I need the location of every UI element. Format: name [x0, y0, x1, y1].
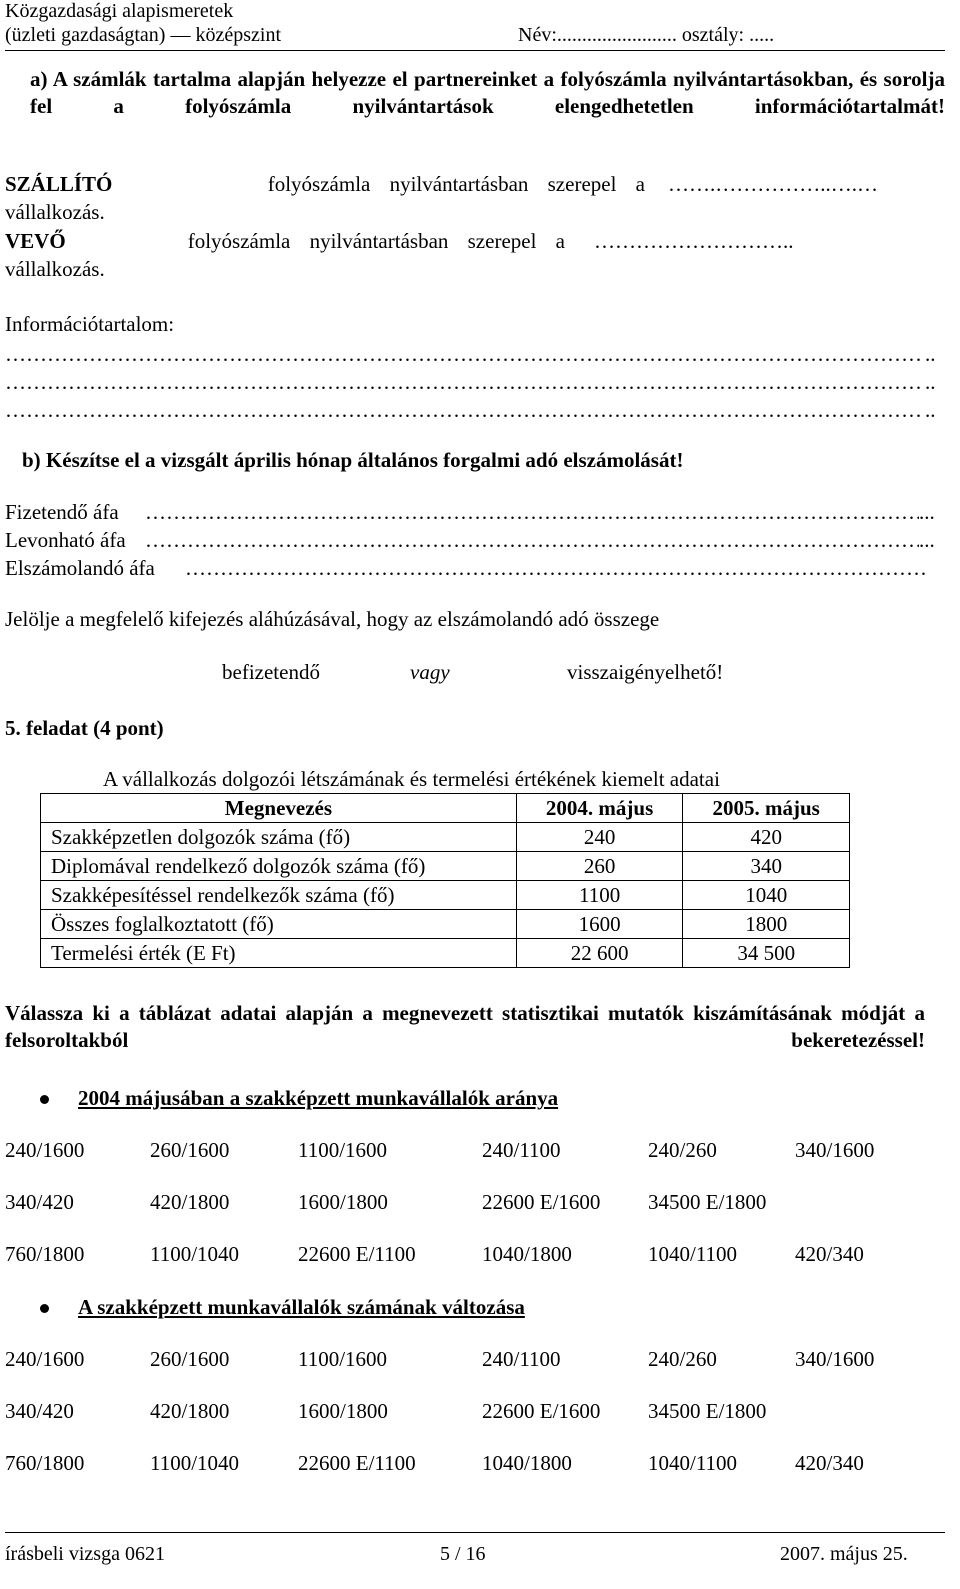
q2-option[interactable]: 1100/1040	[150, 1451, 240, 1475]
info-label: Információtartalom:	[5, 312, 175, 336]
table-cell: 1040	[683, 881, 850, 910]
info-dot-end-3: ..	[925, 398, 936, 422]
q1-option[interactable]: 34500 E/1800	[648, 1190, 767, 1214]
fizetendo-dots	[145, 500, 919, 525]
levonhato-label: Levonható áfa	[5, 528, 126, 552]
q1-option[interactable]: 340/1600	[795, 1138, 875, 1162]
q2-option[interactable]: 1040/1100	[648, 1451, 738, 1475]
q2-option[interactable]: 22600 E/1100	[298, 1451, 416, 1475]
q1-option[interactable]: 240/260	[648, 1138, 717, 1162]
vevo-text: folyószámla nyilvántartásban szerepel a	[187, 229, 565, 253]
table-header-cell: 2004. május	[516, 794, 683, 823]
vevo-line	[5, 229, 565, 254]
table-header-cell: 2005. május	[683, 794, 850, 823]
table-cell: 1800	[683, 910, 850, 939]
table-row	[41, 852, 850, 881]
table-header-row	[41, 794, 850, 823]
bullet-icon	[40, 1095, 49, 1104]
vevo-vallalkozas: vállalkozás.	[5, 257, 105, 281]
levonhato-dots-end: ...	[919, 528, 935, 552]
fizetendo-dots-end: ...	[919, 500, 935, 524]
q2-option[interactable]: 1600/1800	[298, 1399, 388, 1423]
elszamolando-label: Elszámolandó áfa	[5, 556, 155, 580]
q1-option[interactable]: 22600 E/1600	[482, 1190, 601, 1214]
q1-option[interactable]: 240/1100	[482, 1138, 561, 1162]
table-cell: 22 600	[516, 939, 683, 968]
q1-title: 2004 májusában a szakképzett munkavállalók aránya	[78, 1086, 559, 1110]
task5-instruction: Válassza ki a táblázat adatai alapján a megnevezett statisztikai mutatók kiszámításának módját a felsoroltakból bekeretezéssel!	[5, 1001, 925, 1052]
table-cell: 340	[683, 852, 850, 881]
q2-option[interactable]: 22600 E/1600	[482, 1399, 601, 1423]
q2-option[interactable]: 260/1600	[150, 1347, 230, 1371]
table-cell: 1100	[516, 881, 683, 910]
table-row	[41, 939, 850, 968]
table-cell: 240	[516, 823, 683, 852]
option-visszaigenyelheto[interactable]: visszaigényelhető!	[567, 660, 724, 684]
q2-option[interactable]: 1040/1800	[482, 1451, 572, 1475]
fizetendo-label: Fizetendő áfa	[5, 500, 119, 524]
elszamolando-dots	[185, 556, 925, 581]
q2-option[interactable]: 34500 E/1800	[648, 1399, 767, 1423]
info-dot-end-2: ..	[925, 370, 936, 394]
q1-option[interactable]: 22600 E/1100	[298, 1242, 416, 1266]
task-a-instruction: a) A számlák tartalma alapján helyezze el partnereinket a folyószámla nyilvántartásokban, és sorolja fel a folyószámla nyilvántartások elengedhetetlen információtartalmát!	[30, 67, 945, 118]
table-row	[41, 823, 850, 852]
bullet-icon	[40, 1304, 49, 1313]
q2-title: A szakképzett munkavállalók számának változása	[78, 1295, 525, 1319]
szallito-label: SZÁLLÍTÓ	[5, 172, 113, 196]
q1-option[interactable]: 1040/1800	[482, 1242, 572, 1266]
q2-option[interactable]: 240/260	[648, 1347, 717, 1371]
q2-option[interactable]: 240/1100	[482, 1347, 561, 1371]
table-cell: Termelési érték (E Ft)	[41, 939, 517, 968]
vevo-label: VEVŐ	[5, 229, 66, 253]
q1-option[interactable]: 1600/1800	[298, 1190, 388, 1214]
table-cell: Diplomával rendelkező dolgozók száma (fő)	[41, 852, 517, 881]
table-cell: Szakképesítéssel rendelkezők száma (fő)	[41, 881, 517, 910]
table-row	[41, 881, 850, 910]
info-dot-line-3	[5, 398, 923, 423]
q1-option[interactable]: 340/420	[5, 1190, 74, 1214]
option-vagy: vagy	[410, 660, 450, 684]
task5-title: 5. feladat (4 pont)	[5, 716, 164, 740]
szallito-line	[5, 172, 645, 197]
q1-option[interactable]: 1040/1100	[648, 1242, 738, 1266]
q1-option[interactable]: 240/1600	[5, 1138, 85, 1162]
table-caption: A vállalkozás dolgozói létszámának és termelési értékének kiemelt adatai	[103, 767, 720, 791]
q1-option[interactable]: 420/1800	[150, 1190, 230, 1214]
footer-page-number: 5 / 16	[440, 1543, 486, 1565]
table-cell: 260	[516, 852, 683, 881]
table-row	[41, 910, 850, 939]
vevo-dots: ………………………..	[594, 229, 794, 253]
table-cell: 34 500	[683, 939, 850, 968]
header-name-class: Név:........................ osztály: .....	[518, 24, 775, 46]
info-dot-line-1	[5, 342, 923, 367]
szallito-text: folyószámla nyilvántartásban szerepel a	[267, 172, 645, 196]
q2-option[interactable]: 420/340	[795, 1451, 864, 1475]
q2-option[interactable]: 240/1600	[5, 1347, 85, 1371]
q2-option[interactable]: 760/1800	[5, 1451, 85, 1475]
table-cell: Szakképzetlen dolgozók száma (fő)	[41, 823, 517, 852]
option-befizetendo[interactable]: befizetendő	[222, 660, 320, 684]
data-table	[40, 793, 850, 968]
szallito-vallalkozas: vállalkozás.	[5, 200, 105, 224]
footer-rule	[5, 1532, 945, 1533]
q1-option[interactable]: 260/1600	[150, 1138, 230, 1162]
task-b-instruction: b) Készítse el a vizsgált április hónap általános forgalmi adó elszámolását!	[22, 448, 684, 472]
q2-option[interactable]: 340/420	[5, 1399, 74, 1423]
q2-option[interactable]: 420/1800	[150, 1399, 230, 1423]
header-level: (üzleti gazdaságtan) — középszint	[5, 24, 281, 46]
table-header-cell: Megnevezés	[41, 794, 517, 823]
q1-option[interactable]: 1100/1600	[298, 1138, 388, 1162]
mark-instruction: Jelölje a megfelelő kifejezés aláhúzásával, hogy az elszámolandó adó összege	[5, 607, 660, 631]
header-rule	[5, 50, 945, 51]
info-dot-end-1: ..	[925, 342, 936, 366]
header-subject: Közgazdasági alapismeretek	[5, 0, 234, 22]
table-cell: 420	[683, 823, 850, 852]
q2-option[interactable]: 340/1600	[795, 1347, 875, 1371]
q1-option[interactable]: 420/340	[795, 1242, 864, 1266]
levonhato-dots	[145, 528, 919, 553]
q2-option[interactable]: 1100/1600	[298, 1347, 388, 1371]
table-cell: 1600	[516, 910, 683, 939]
footer-exam-code: írásbeli vizsga 0621	[5, 1543, 165, 1565]
info-dot-line-2	[5, 370, 923, 395]
q1-option[interactable]: 760/1800	[5, 1242, 85, 1266]
szallito-dots: …….……………..….…	[668, 172, 878, 196]
table-cell: Összes foglalkoztatott (fő)	[41, 910, 517, 939]
q1-option[interactable]: 1100/1040	[150, 1242, 240, 1266]
footer-date: 2007. május 25.	[780, 1543, 908, 1565]
